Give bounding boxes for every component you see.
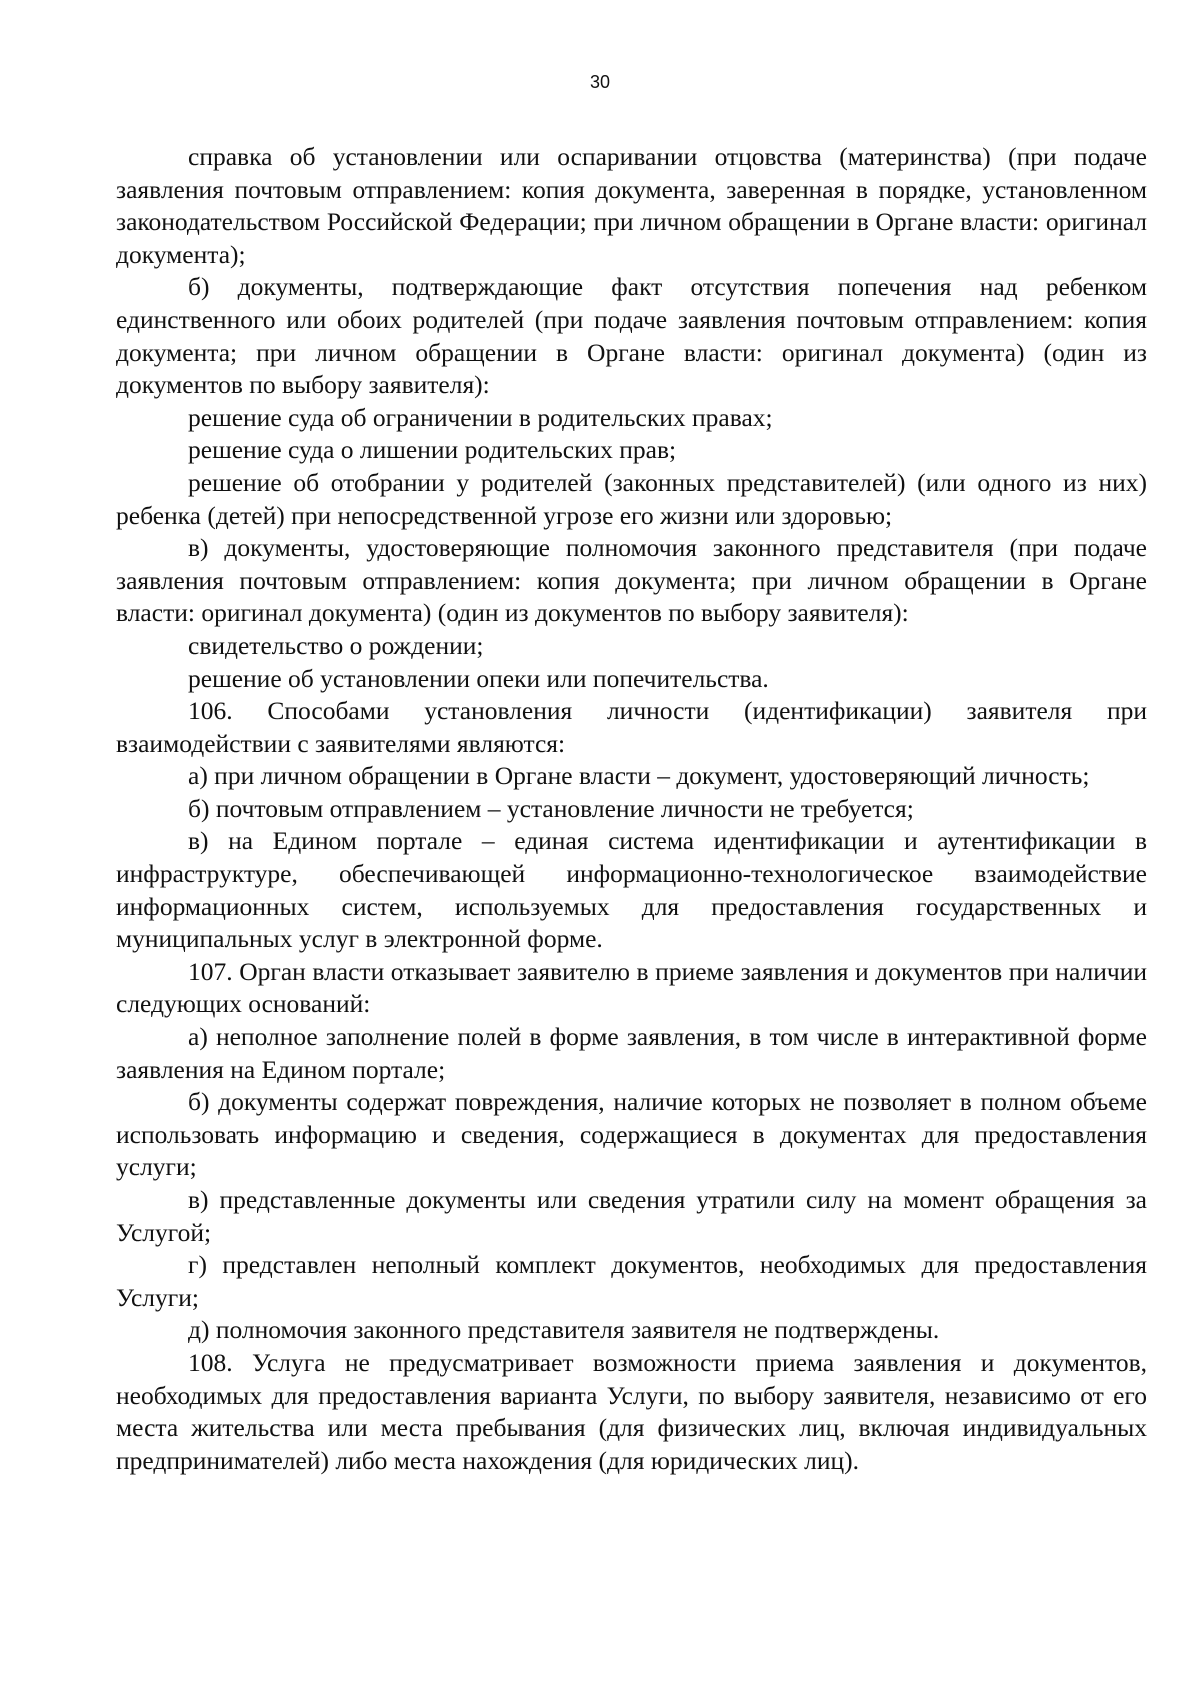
paragraph-107-refusal: 107. Орган власти отказывает заявителю в приеме заявления и документов при наличии следующих оснований:: [116, 956, 1147, 1019]
paragraph-108-extraterritorial: 108. Услуга не предусматривает возможности приема заявления и документов, необходимых для предоставления варианта Услуги, по выбору заявителя, независимо от его места жительства или места пребывания (для физических лиц, включая индивидуальных предпринимателей) либо места нахождения (для юридических лиц).: [116, 1347, 1147, 1475]
paragraph-106-a-personal: а) при личном обращении в Органе власти – документ, удостоверяющий личность;: [188, 761, 1090, 791]
paragraph-106-identification: 106. Способами установления личности (идентификации) заявителя при взаимодействии с заявителями являются:: [116, 696, 1147, 758]
document-body: [116, 141, 1147, 1477]
paragraph-lack-of-care-documents: б) документы, подтверждающие факт отсутствия попечения над ребенком единственного или обоих родителей (при подаче заявления почтовым отправлением: копия документа; при личном обращении в Органе власти: оригинал документа) (один из документов по выбору заявителя):: [116, 272, 1147, 400]
paragraph-birth-certificate: свидетельство о рождении;: [188, 630, 484, 660]
paragraph-107-b-damaged-documents: б) документы содержат повреждения, наличие которых не позволяет в полном объеме использовать информацию и сведения, содержащиеся в документах для предоставления услуги;: [116, 1087, 1147, 1182]
paragraph-107-v-expired-documents: в) представленные документы или сведения утратили силу на момент обращения за Услугой;: [116, 1185, 1147, 1247]
paragraph-child-removal: решение об отобрании у родителей (законных представителей) (или одного из них) ребенка (детей) при непосредственной угрозе его жизни или здоровью;: [116, 467, 1147, 530]
paragraph-representative-documents: в) документы, удостоверяющие полномочия законного представителя (при подаче заявления почтовым отправлением: копия документа; при личном обращении в Органе власти: оригинал документа) (один из документов по выбору заявителя):: [116, 533, 1147, 628]
paragraph-guardianship-decision: решение об установлении опеки или попечительства.: [188, 663, 769, 693]
page-number: 30: [589, 72, 611, 92]
paragraph-107-g-incomplete-set: г) представлен неполный комплект документов, необходимых для предоставления Услуги;: [116, 1250, 1147, 1312]
paragraph-106-v-portal: в) на Едином портале – единая система идентификации и аутентификации в инфраструктуре, обеспечивающей информационно-технологическое взаимодействие информационных систем, используемых для предоставления государственных и муниципальных услуг в электронной форме.: [116, 826, 1147, 954]
paragraph-107-a-incomplete-form: а) неполное заполнение полей в форме заявления, в том числе в интерактивной форме заявления на Едином портале;: [116, 1022, 1147, 1084]
paragraph-107-d-unconfirmed-authority: д) полномочия законного представителя заявителя не подтверждены.: [188, 1315, 940, 1345]
paragraph-paternity-certificate: справка об установлении или оспаривании отцовства (материнства) (при подаче заявления почтовым отправлением: копия документа, заверенная в порядке, установленном законодательством Российской Федерации; при личном обращении в Органе власти: оригинал документа);: [116, 142, 1147, 269]
paragraph-106-b-postal: б) почтовым отправлением – установление личности не требуется;: [188, 793, 914, 823]
paragraph-court-restriction: решение суда об ограничении в родительских правах;: [188, 402, 773, 432]
paragraph-court-deprivation: решение суда о лишении родительских прав;: [188, 435, 677, 465]
